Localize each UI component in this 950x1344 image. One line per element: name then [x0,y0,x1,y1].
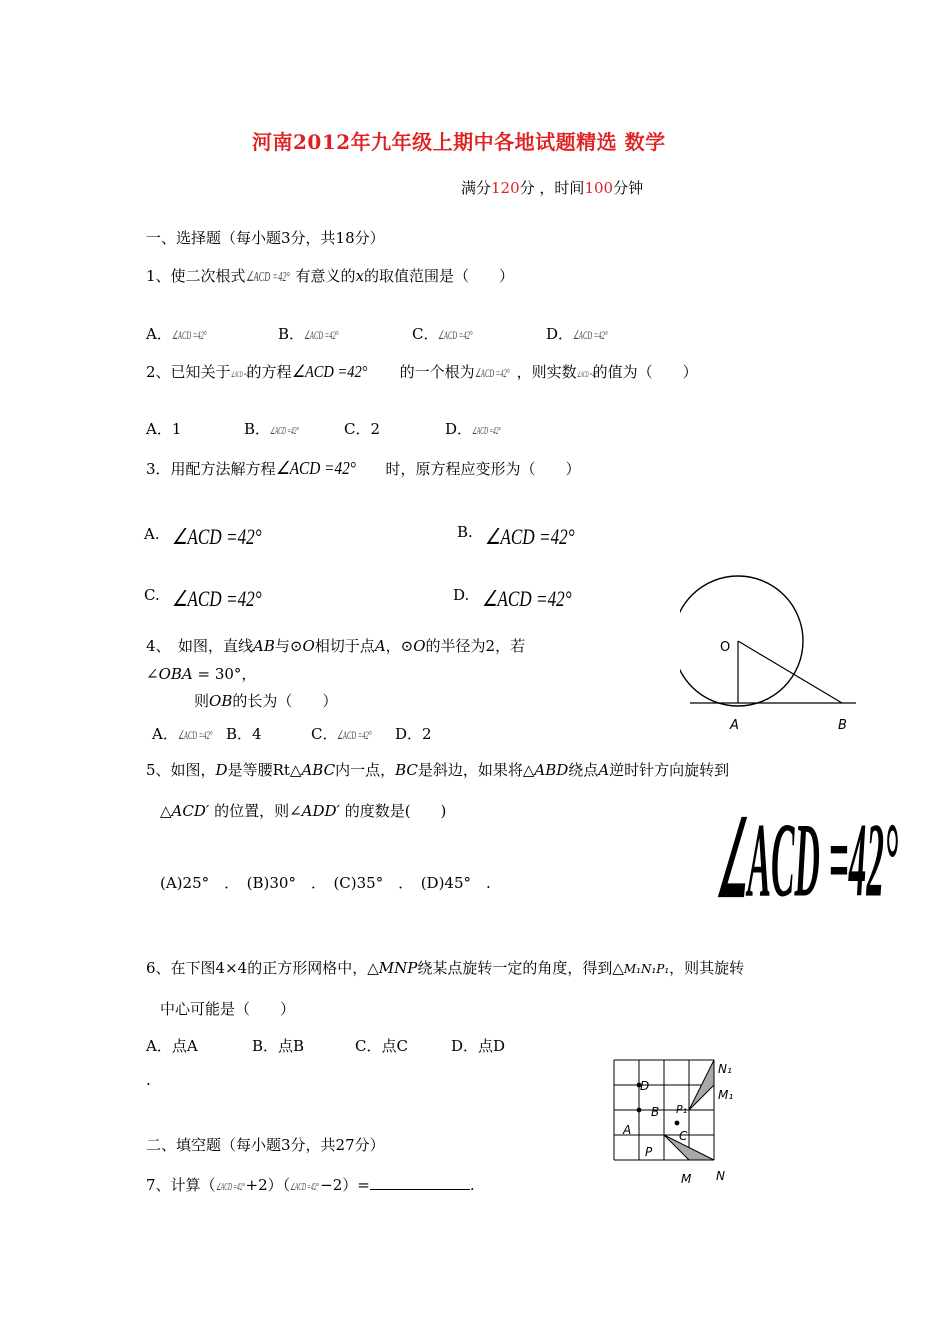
label-m: M [681,1172,692,1186]
page-title: 河南2012年九年级上期中各地试题精选 数学 [252,130,666,154]
q6-text-a: 6、在下图4×4的正方形网格中，△ [146,959,379,977]
grid-rotation-figure [606,1052,756,1192]
q5-text-a: 5、如图， [146,761,216,779]
q4-option-c-formula: ∠ACD =42° [337,728,372,742]
q4-ab: AB [253,637,275,655]
label-m1: M₁ [718,1088,734,1102]
q6-option-c: C．点C [355,1037,408,1055]
q1-option-c-formula: ∠ACD =42° [438,328,473,342]
q2-root: ∠ACD =42° [474,366,510,380]
q6-option-d: D．点D [451,1037,506,1055]
q3-option-c-formula-text: ∠ACD =42° [172,586,262,611]
q5-figure-placeholder [716,801,899,919]
question-6-line2: 中心可能是（ ） [160,1000,296,1018]
q4-text-e: 的半径为2，若 [425,637,526,655]
q4-text-a: 4、 如图，直线 [146,637,254,655]
q4-ob: OB [209,692,233,710]
q3-option-a-formula-text: ∠ACD =42° [172,524,262,549]
q6-option-b: B．点B [252,1037,305,1055]
q7-end: . [469,1176,475,1194]
question-6-line1 [146,958,744,979]
q2-option-b [244,419,298,442]
q5-options: (A)25° ． (B)30° ． (C)35° ． (D)45° . [160,874,491,892]
q5-d: D [215,761,228,779]
q2-option-d [445,419,500,442]
q2-option-a: A．1 [146,420,182,438]
q4-option-d: D．2 [395,725,432,743]
section1-heading: 一、选择题（每小题3分，共18分） [146,229,385,247]
q1-option-d-formula: ∠ACD =42° [573,328,608,342]
q1-option-a [146,324,212,345]
meta-prefix: 满分 [461,179,492,197]
q2-equation: ∠ACD =42° [291,362,368,381]
q1-option-d-label: D． [546,325,574,343]
q4-angle-sign: ∠ [146,665,159,683]
segment-ob [738,641,842,703]
q4-text-d: ，⊙ [385,637,414,655]
q3-option-a-label: A. [144,525,160,543]
q2-mid1: 的方程 [246,363,292,381]
q4-option-a-label: A． [152,725,178,743]
q3-option-d-formula-text: ∠ACD =42° [482,586,572,611]
q1-option-a-formula: ∠ACD =42° [171,328,207,342]
label-n: N [716,1169,725,1183]
label-c: C [679,1129,688,1143]
q4-oba: OBA [158,665,193,683]
question-5-line1 [146,760,729,780]
q3-option-b-formula [485,524,600,550]
q5-triangle-sign: △ [160,802,172,820]
q5-acd: ACD′ [171,802,210,820]
q4-angle-value: = 30°， [192,665,257,683]
q7-prefix: 7、计算（ [146,1176,216,1194]
q6-text-c: ，则其旋转 [669,959,745,977]
q1-option-a-label: A． [146,325,172,343]
q7-answer-blank[interactable] [370,1175,470,1190]
q4-option-c [311,724,372,745]
q1-prefix: 1、使二次根式 [146,267,246,285]
q6-text-b: 绕某点旋转一定的角度，得到△ [417,959,624,977]
question-2 [146,362,698,385]
meta-suffix: 分钟 [613,179,644,197]
meta-mid: 分 ，时间 [519,179,585,197]
point-b [637,1108,642,1113]
q4-text-b: 与⊙ [274,637,303,655]
q1-formula: ∠ACD =42° [245,270,290,285]
q4-option-c-label: C． [311,725,338,743]
q5-text-c: 内一点， [335,761,396,779]
q5-add: ADD′ [301,802,340,820]
q4-option-b: B．4 [226,725,262,743]
q7-plus: +2）（ [245,1176,291,1194]
q3-equation: ∠ACD =42° [275,458,356,478]
label-o: O [720,640,731,655]
q2-option-d-label: D． [445,420,473,438]
q5-figure-formula: ∠ACD =42° [716,801,899,919]
q4-text-c: 相切于点 [314,637,375,655]
q1-suffix: 有意义的 [295,267,356,285]
q6-mnp1: M₁N₁P₁ [623,962,670,976]
q3-option-c-formula [172,586,287,612]
q3-option-a-formula [172,524,287,550]
label-b: B [838,718,847,733]
q2-mid2: 的一个根为 [399,363,475,381]
q1-option-b [278,324,344,345]
q1-option-b-label: B． [278,325,305,343]
exam-time: 100 [584,179,614,197]
q5-text-d: 是斜边，如果将△ [417,761,535,779]
q4-a: A [374,637,386,655]
label-a: A [623,1123,632,1137]
q6-trailing-dot: . [146,1071,151,1089]
question-4-line3 [194,691,337,711]
q3-option-b-formula-text: ∠ACD =42° [485,524,575,549]
q4-option-a [152,724,213,745]
q5-abd: ABD [534,761,569,779]
q3-option-d-label: D. [453,586,470,604]
q5-text-g: 的位置，则∠ [209,802,302,820]
q3-prefix: 3．用配方法解方程 [146,460,276,478]
q2-option-b-formula: ∠ACD =42° [270,426,299,437]
q5-text-b: 是等腰Rt△ [227,761,302,779]
q1-option-b-formula: ∠ACD =42° [304,328,339,342]
q4-o1: O [302,637,315,655]
q1-option-c [412,324,478,345]
q5-text-h: 的度数是( ) [339,802,447,820]
label-p: P [645,1145,653,1159]
q2-tail: 的值为（ ） [592,363,698,381]
q3-option-c-label: C. [144,586,160,604]
q1-var: x [355,267,365,285]
circle-o [680,576,803,706]
q2-option-b-label: B． [244,420,271,438]
q3-option-d-formula [482,586,597,612]
question-5-line2 [160,801,446,821]
q1-tail: 的取值范围是（ ） [364,267,515,285]
q5-abc: ABC [301,761,336,779]
q2-prefix: 2、已知关于 [146,363,231,381]
q4-text-length: 的长为（ ） [232,692,338,710]
question-1 [146,266,514,288]
q2-mid3: ，则实数 [516,363,577,381]
label-d: D [640,1079,650,1093]
question-4-line1 [146,636,525,656]
circle-tangent-figure [680,575,860,735]
label-a: A [730,718,739,733]
q2-option-d-formula: ∠ACD =42° [472,426,501,437]
q7-formula-2: ∠ACD =42° [290,1182,319,1193]
q1-option-c-label: C． [412,325,439,343]
exam-meta [461,178,643,198]
point-c [675,1121,680,1126]
label-b: B [651,1105,660,1119]
q4-text-then: 则 [194,692,210,710]
q6-option-a: A．点A [146,1037,198,1055]
label-n1: N₁ [718,1062,732,1076]
q4-option-a-formula: ∠ACD =42° [177,728,213,742]
q2-k: ∠ACD =42° [576,370,598,379]
grid-lines [614,1060,714,1160]
q3-tail: 时，原方程应变形为（ ） [385,460,581,478]
q7-minus: −2）= [320,1176,370,1194]
q5-bc: BC [395,761,418,779]
question-7 [146,1175,475,1198]
q2-formula-x: ∠ACD =42° [230,370,252,379]
q5-a: A [598,761,610,779]
section2-heading: 二、填空题（每小题3分，共27分） [146,1136,385,1154]
label-p1: P₁ [676,1103,688,1116]
q1-option-d [546,324,613,345]
q7-formula-1: ∠ACD =42° [215,1182,245,1193]
full-score: 120 [491,179,520,197]
q5-text-e: 绕点 [568,761,599,779]
q6-mnp: MNP [378,959,418,977]
q2-option-c: C．2 [344,420,381,438]
q4-o2: O [413,637,426,655]
question-4-line2 [146,664,256,684]
q5-text-f: 逆时针方向旋转到 [609,761,730,779]
question-3 [146,458,581,479]
q3-option-b-label: B. [457,523,473,541]
